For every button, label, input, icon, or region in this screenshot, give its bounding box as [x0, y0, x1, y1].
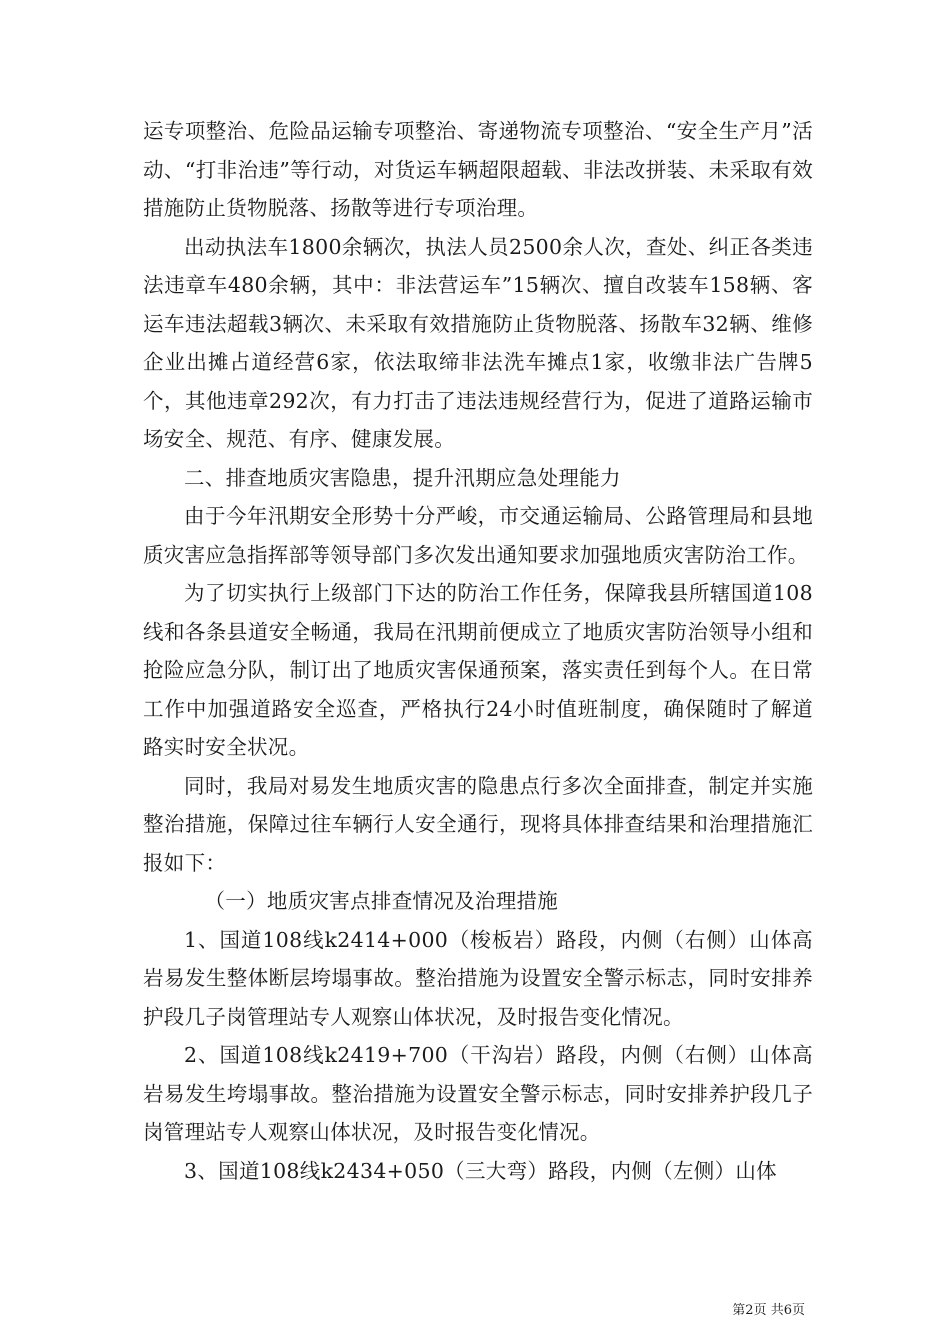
current-page-number: 2 — [745, 1303, 754, 1318]
page-label-suffix: 页 — [791, 1303, 805, 1318]
document-body — [143, 112, 813, 1190]
list-item-hazard-3: 3、国道108线k2434+050（三大弯）路段，内侧（左侧）山体 — [184, 1158, 777, 1183]
paragraph-prevention-tasks: 为了切实执行上级部门下达的防治工作任务，保障我县所辖国道108线和各条县道安全畅通，我局在汛期前便成立了地质灾害防治领导小组和抢险应急分队，制订出了地质灾害保通预案，落实责任到每个人。在日常工作中加强道路安全巡查，严格执行24小时值班制度，确保随时了解道路实时安全状况。 — [143, 581, 813, 759]
subsection-heading-hazard-points: （一）地质灾害点排查情况及治理措施 — [204, 889, 559, 913]
total-pages-number: 6 — [783, 1303, 792, 1318]
section-heading-geological-hazards: 二、排查地质灾害隐患，提升汛期应急处理能力 — [184, 465, 621, 490]
paragraph-continuation: 运专项整治、危险品运输专项整治、寄递物流专项整治、“安全生产月”活动、“打非治违”等行动，对货运车辆超限超载、非法改拼装、未采取有效措施防止货物脱落、扬散等进行专项治理。 — [143, 119, 813, 220]
page-number-footer — [732, 1303, 805, 1319]
paragraph-enforcement-stats: 出动执法车1800余辆次，执法人员2500余人次，查处、纠正各类违法违章车480余辆，其中：非法营运车”15辆次、擅自改装车158辆、客运车违法超载3辆次、未采取有效措施防止货物脱落、扬散车32辆、维修企业出摊占道经营6家，依法取缔非法洗车摊点1家，收缴非法广告牌5个，其他违章292次，有力打击了违法违规经营行为，促进了道路运输市场安全、规范、有序、健康发展。 — [143, 234, 813, 451]
list-item-hazard-2: 2、国道108线k2419+700（干沟岩）路段，内侧（右侧）山体高岩易发生垮塌事故。整治措施为设置安全警示标志，同时安排养护段几子岗管理站专人观察山体状况，及时报告变化情况。 — [143, 1043, 813, 1144]
paragraph-investigation: 同时，我局对易发生地质灾害的隐患点行多次全面排查，制定并实施整治措施，保障过往车辆行人安全通行，现将具体排查结果和治理措施汇报如下： — [143, 773, 813, 875]
list-item-hazard-1: 1、国道108线k2414+000（梭板岩）路段，内侧（右侧）山体高岩易发生整体断层垮塌事故。整治措施为设置安全警示标志，同时安排养护段几子岗管理站专人观察山体状况，及时报告变化情况。 — [143, 927, 813, 1029]
page-label-mid: 页 共 — [753, 1303, 784, 1318]
page-label-prefix: 第 — [732, 1303, 746, 1318]
paragraph-flood-situation: 由于今年汛期安全形势十分严峻，市交通运输局、公路管理局和县地质灾害应急指挥部等领导部门多次发出通知要求加强地质灾害防治工作。 — [143, 504, 813, 567]
